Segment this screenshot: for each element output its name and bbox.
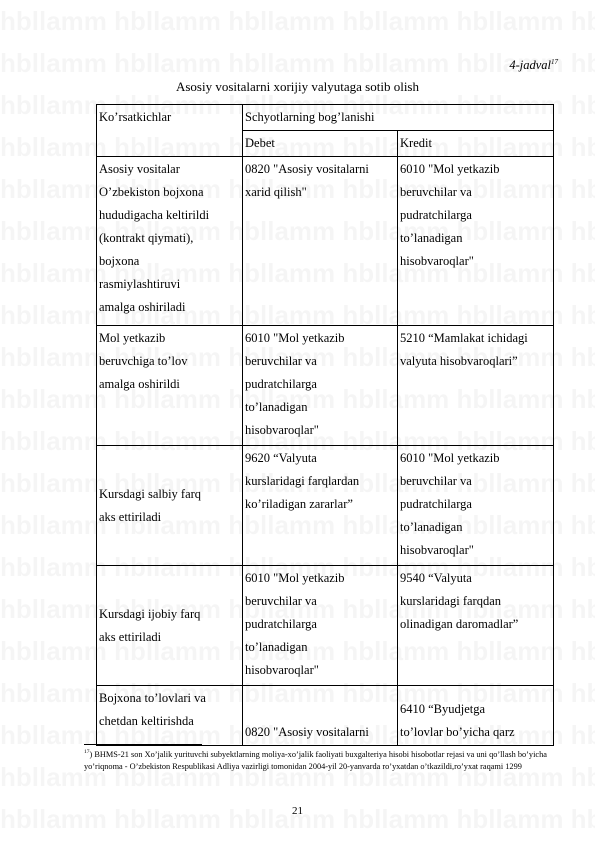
table-row	[97, 157, 554, 326]
cell-line: aks ettiriladi	[99, 509, 162, 524]
cell-line: pudratchilarga	[400, 497, 472, 511]
cell-line: beruvchilar va	[400, 474, 472, 488]
debit-cell	[243, 686, 398, 746]
cell-line: Kursdagi salbiy farq	[99, 486, 202, 501]
cell-line: 6010 "Mol yetkazib	[245, 331, 345, 345]
credit-cell	[398, 566, 554, 686]
cell-line: 6010 "Mol yetkazib	[400, 162, 500, 176]
cell-line: 9620 “Valyuta	[245, 451, 317, 465]
table-row	[97, 686, 554, 746]
cell-line: beruvchilar va	[245, 354, 317, 368]
cell-line: 0820 "Asosiy vositalarni	[245, 725, 369, 739]
credit-cell	[398, 686, 554, 746]
cell-line: 9540 “Valyuta	[400, 571, 472, 585]
cell-line: pudratchilarga	[245, 617, 317, 631]
cell-line: 5210 “Mamlakat ichidagi	[400, 331, 528, 345]
page-number: 21	[292, 805, 303, 817]
cell-line: hisobvaroqlar"	[400, 543, 474, 557]
cell-line: rasmiylashtiruvi	[99, 277, 181, 291]
cell-line: pudratchilarga	[400, 208, 472, 222]
cell-line: hududigacha keltirildi	[99, 208, 210, 222]
cell-line: valyuta hisobvaroqlari”	[400, 354, 518, 368]
table-title: Asosiy vositalarni xorijiy valyutaga sotib olish	[175, 79, 419, 94]
table-row	[97, 566, 554, 686]
cell-line: bojxona	[99, 254, 140, 268]
cell-line: ko’riladigan zararlar”	[245, 497, 353, 511]
cell-line: O’zbekiston bojxona	[99, 185, 204, 199]
accounting-table	[96, 104, 554, 746]
cell-line: kurslaridagi farqlardan	[245, 474, 360, 488]
accounts-group-header: Schyotlarning bog’lanishi	[243, 105, 554, 131]
footnote-marker: 17	[84, 749, 90, 755]
credit-cell	[398, 326, 554, 446]
cell-line: hisobvaroqlar"	[400, 254, 474, 268]
cell-line: Mol yetkazib	[99, 331, 166, 345]
credit-header: Kredit	[398, 131, 554, 157]
cell-line: pudratchilarga	[245, 377, 317, 391]
indicator-cell	[97, 446, 243, 566]
cell-line: 6410 “Byudjetga	[400, 702, 486, 716]
cell-line: beruvchiga to’lov	[99, 354, 188, 368]
cell-line: 0820 "Asosiy vositalarni	[245, 162, 369, 176]
debit-cell	[243, 157, 398, 326]
table-row	[97, 446, 554, 566]
col-indicator-header: Ko’rsatkichlar	[97, 105, 243, 157]
cell-line: beruvchilar va	[245, 594, 317, 608]
cell-line: to’lanadigan	[400, 520, 463, 534]
cell-line: to’lanadigan	[245, 400, 308, 414]
cell-line: amalga oshiriladi	[99, 300, 186, 314]
debit-cell	[243, 446, 398, 566]
cell-line: 6010 "Mol yetkazib	[400, 451, 500, 465]
cell-line: xarid qilish"	[245, 185, 307, 199]
cell-line: Kursdagi ijobiy farq	[99, 606, 201, 621]
table-number-text: 4-jadval	[509, 58, 551, 73]
table-number-footnote-ref: 17	[551, 58, 558, 66]
cell-line: beruvchilar va	[400, 185, 472, 199]
cell-line: hisobvaroqlar"	[245, 423, 319, 437]
header-row	[97, 105, 554, 131]
indicator-cell	[97, 566, 243, 686]
cell-line: amalga oshirildi	[99, 377, 180, 391]
cell-line: Asosiy vositalar	[99, 162, 180, 176]
cell-line: olinadigan daromadlar”	[400, 617, 519, 631]
credit-cell	[398, 446, 554, 566]
footnote	[84, 746, 554, 773]
debit-header: Debet	[243, 131, 398, 157]
cell-line: to’lovlar bo’yicha qarz	[400, 725, 515, 739]
footnote-text: ) BHMS-21 son Xo’jalik yurituvchi subyektlarning moliya-xo’jalik faoliyati buxgalteriya hisobi hisobotlar rejasi va uni qo’llash bo’yicha yo’riqnoma - O’zbekiston Respublikasi Adliya vazirligi tomonidan 2004-yil 20-yanvarda ro’yxatdan o’tkazildi,ro’yxat raqami 1299	[84, 749, 547, 771]
footnote-divider	[84, 744, 202, 745]
indicator-cell	[97, 326, 243, 446]
cell-line: (kontrakt qiymati),	[99, 231, 194, 245]
cell-line: 6010 "Mol yetkazib	[245, 571, 345, 585]
cell-line: kurslaridagi farqdan	[400, 594, 502, 608]
cell-line: to’lanadigan	[245, 640, 308, 654]
cell-line: chetdan keltirishda	[99, 714, 194, 728]
cell-line: to’lanadigan	[400, 231, 463, 245]
indicator-cell	[97, 157, 243, 326]
cell-line: hisobvaroqlar"	[245, 663, 319, 677]
cell-line: Bojxona to’lovlari va	[99, 691, 206, 705]
debit-cell	[243, 566, 398, 686]
table-row	[97, 326, 554, 446]
credit-cell	[398, 157, 554, 326]
cell-line: aks ettiriladi	[99, 629, 162, 644]
debit-cell	[243, 326, 398, 446]
indicator-cell	[97, 686, 243, 746]
table-number	[509, 58, 558, 73]
